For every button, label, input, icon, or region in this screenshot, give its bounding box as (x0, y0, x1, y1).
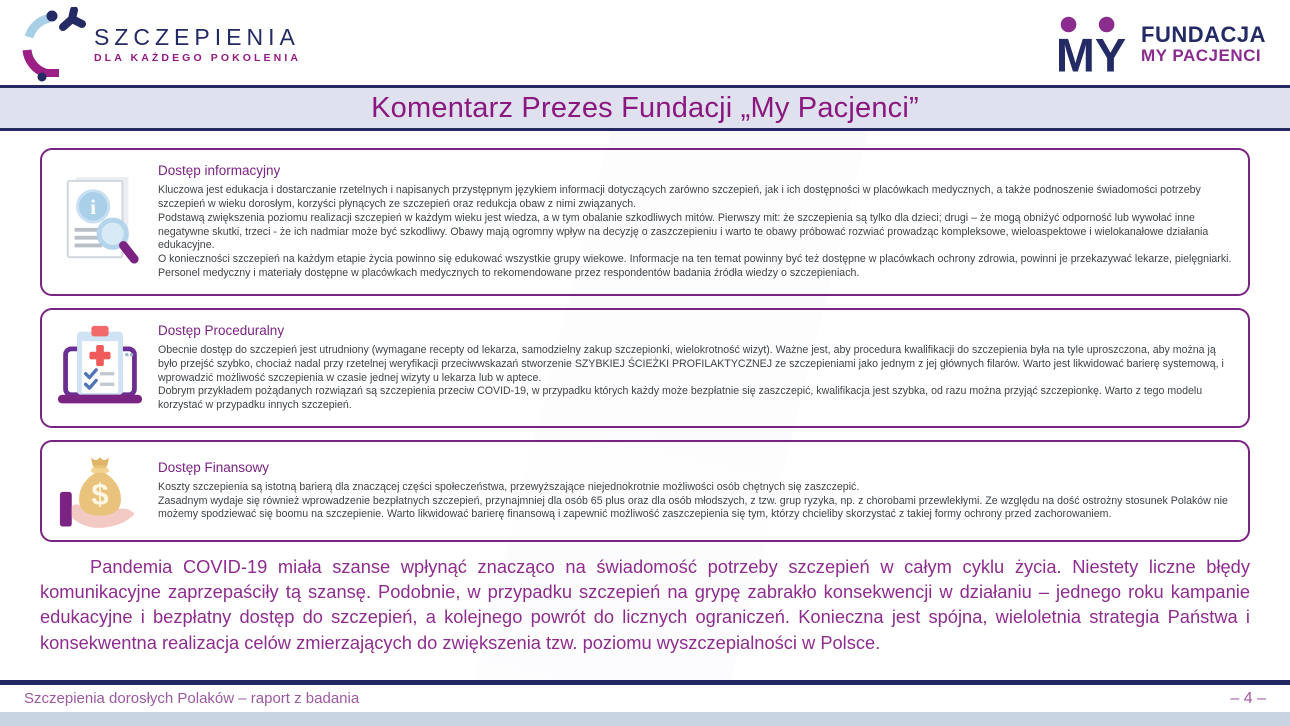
header (0, 0, 1290, 85)
section-paragraph: O konieczności szczepień na każdym etapie życia powinno się edukować wszystkie grupy wiekowe. Informacje na ten temat powinny być też dostępne w placówkach ochrony zdrowia, powinni je przekazywać lekarze, pielęgniarki. Personel medyczny i materiały dostępne w placówkach medycznych to rekomendowane przez respondentów badania źródła wiedzy o szczepieniach. (158, 253, 1232, 279)
szczepienia-logo-text (94, 25, 301, 63)
generations-circle-icon (16, 7, 90, 83)
section-paragraph: Obecnie dostęp do szczepień jest utrudniony (wymagane recepty od lekarza, samodzielny zakup szczepionki, wielokrotność wizyt). Ważne jest, aby procedura kwalifikacji do szczepienia była na tyle uproszczona, aby można ją było przejść szybko, chociaż nadal przy rzetelnej weryfikacji przeciwwskazań stworzenie SZYBKIEJ ŚCIEŻKI PROFILAKTYCZNEJ ze szczepieniami jako jednym z jej głównych filarów. Warto jest likwidować barierę systemową, i wprowadzić możliwość szczepienia w czasie jednej wizyty u lekarza lub w aptece. (158, 344, 1224, 384)
svg-text:i: i (90, 195, 97, 220)
logo-subtitle: DLA KAŻDEGO POKOLENIA (94, 51, 302, 64)
my-people-mark-icon (1050, 14, 1132, 76)
summary-paragraph: Pandemia COVID-19 miała szanse wpłynąć znacząco na świadomość potrzeby szczepień w całym cyklu życia. Niestety liczne błędy komunikacyjne zaprzepaściły tą szansę. Podobnie, w przypadku szczepień na grypę zabrakło konsekwencji w działaniu – jednego roku kampanie edukacyjne i bezpłatny dostęp do szczepień, a kolejnego powrót do licznych ograniczeń. Konieczna jest spójna, wieloletnia strategia Państwa i konsekwentna realizacja celów zmierzających do zwiększenia tzw. poziomu wyszczepialności w Polsce. (40, 556, 1250, 653)
laptop-checklist-icon (42, 324, 158, 412)
svg-text:MY: MY (1055, 28, 1127, 76)
fundacja-line2: MY PACJENCI (1141, 46, 1262, 66)
logo-title: SZCZEPIENIA (94, 24, 300, 51)
section-text (158, 163, 1236, 280)
section-financial-access (40, 440, 1250, 542)
fundacja-line1: FUNDACJA (1141, 21, 1266, 47)
section-paragraph: Zasadnym wydaje się również wprowadzenie bezpłatnych szczepień, przynajmniej dla osób 65 plus oraz dla osób młodszych, z tzw. grup ryzyka, np. z chorobami przewlekłymi. Ze względu na dość ostrożny stosunek Polaków nie możemy spodziewać się boomu na szczepienie. Warto likwidować barierę finansową i zapewnić możliwość zaszczepienia się tym, którzy chcieliby skorzystać z takiej formy ochrony przed zachorowaniem. (158, 494, 1228, 521)
footer-row (0, 685, 1290, 712)
page-number: – 4 – (1230, 689, 1266, 707)
money-bag-in-hand-icon (42, 450, 158, 532)
section-paragraph: Kluczowa jest edukacja i dostarczanie rzetelnych i napisanych przystępnym językiem informacji dotyczących zarówno szczepień, jak i ich dostępności w placówkach medycznych, a także podnoszenie świadomości potrzeby szczepień w wieku dorosłym, korzyści płynących ze szczepień oraz redukcja obaw z nimi związanych. (158, 184, 1201, 211)
title-band (0, 85, 1290, 131)
footer-report-title: Szczepienia dorosłych Polaków – raport z badania (24, 690, 360, 707)
section-body (158, 344, 1236, 413)
section-text (158, 460, 1236, 522)
document-info-magnifier-icon (42, 170, 158, 274)
content-area (0, 131, 1290, 655)
fundacja-logo-text (1141, 23, 1266, 66)
section-informational-access (40, 148, 1250, 296)
szczepienia-logo (16, 7, 301, 83)
section-body (158, 481, 1236, 522)
section-heading: Dostęp informacyjny (158, 163, 281, 179)
section-heading: Dostęp Proceduralny (158, 323, 285, 339)
section-paragraph: Podstawą zwiększenia poziomu realizacji szczepień w każdym wieku jest wiedza, a w tym obalanie szkodliwych mitów. Pierwszy mit: że szczepienia są tylko dla dzieci; drugi – że mogą obniżyć odporność lub wywołać inne negatywne skutki, trzeci - że ich nadmiar może być szkodliwy. Obawy mają ogromny wpływ na decyzję o zaszczepieniu i warto te obawy próbować rozwiać prowadząc kompleksowe, wieloaspektowe i wielokanałowe działania edukacyjne. (158, 211, 1209, 252)
page-title: Komentarz Prezes Fundacji „My Pacjenci” (371, 91, 919, 124)
section-heading: Dostęp Finansowy (158, 459, 270, 475)
section-paragraph: Dobrym przykładem pożądanych rozwiązań są szczepienia przeciw COVID-19, w przypadku których każdy może bezpłatnie się zaszczepić, kwalifikacja jest szybka, od razu można przyjąć szczepionkę. Warto z tego modelu korzystać w przypadku innych szczepień. (158, 385, 1203, 412)
fundacja-my-pacjenci-logo (1050, 14, 1266, 76)
section-text (158, 323, 1236, 413)
section-paragraph: Koszty szczepienia są istotną barierą dla znaczącej części społeczeństwa, przewyższające niejednokrotnie możliwości osób chętnych się zaszczepić. (158, 480, 860, 493)
footer-bottom-strip (0, 712, 1290, 726)
svg-text:$: $ (91, 476, 109, 512)
section-procedural-access (40, 308, 1250, 428)
section-body (158, 184, 1236, 280)
footer (0, 680, 1290, 726)
